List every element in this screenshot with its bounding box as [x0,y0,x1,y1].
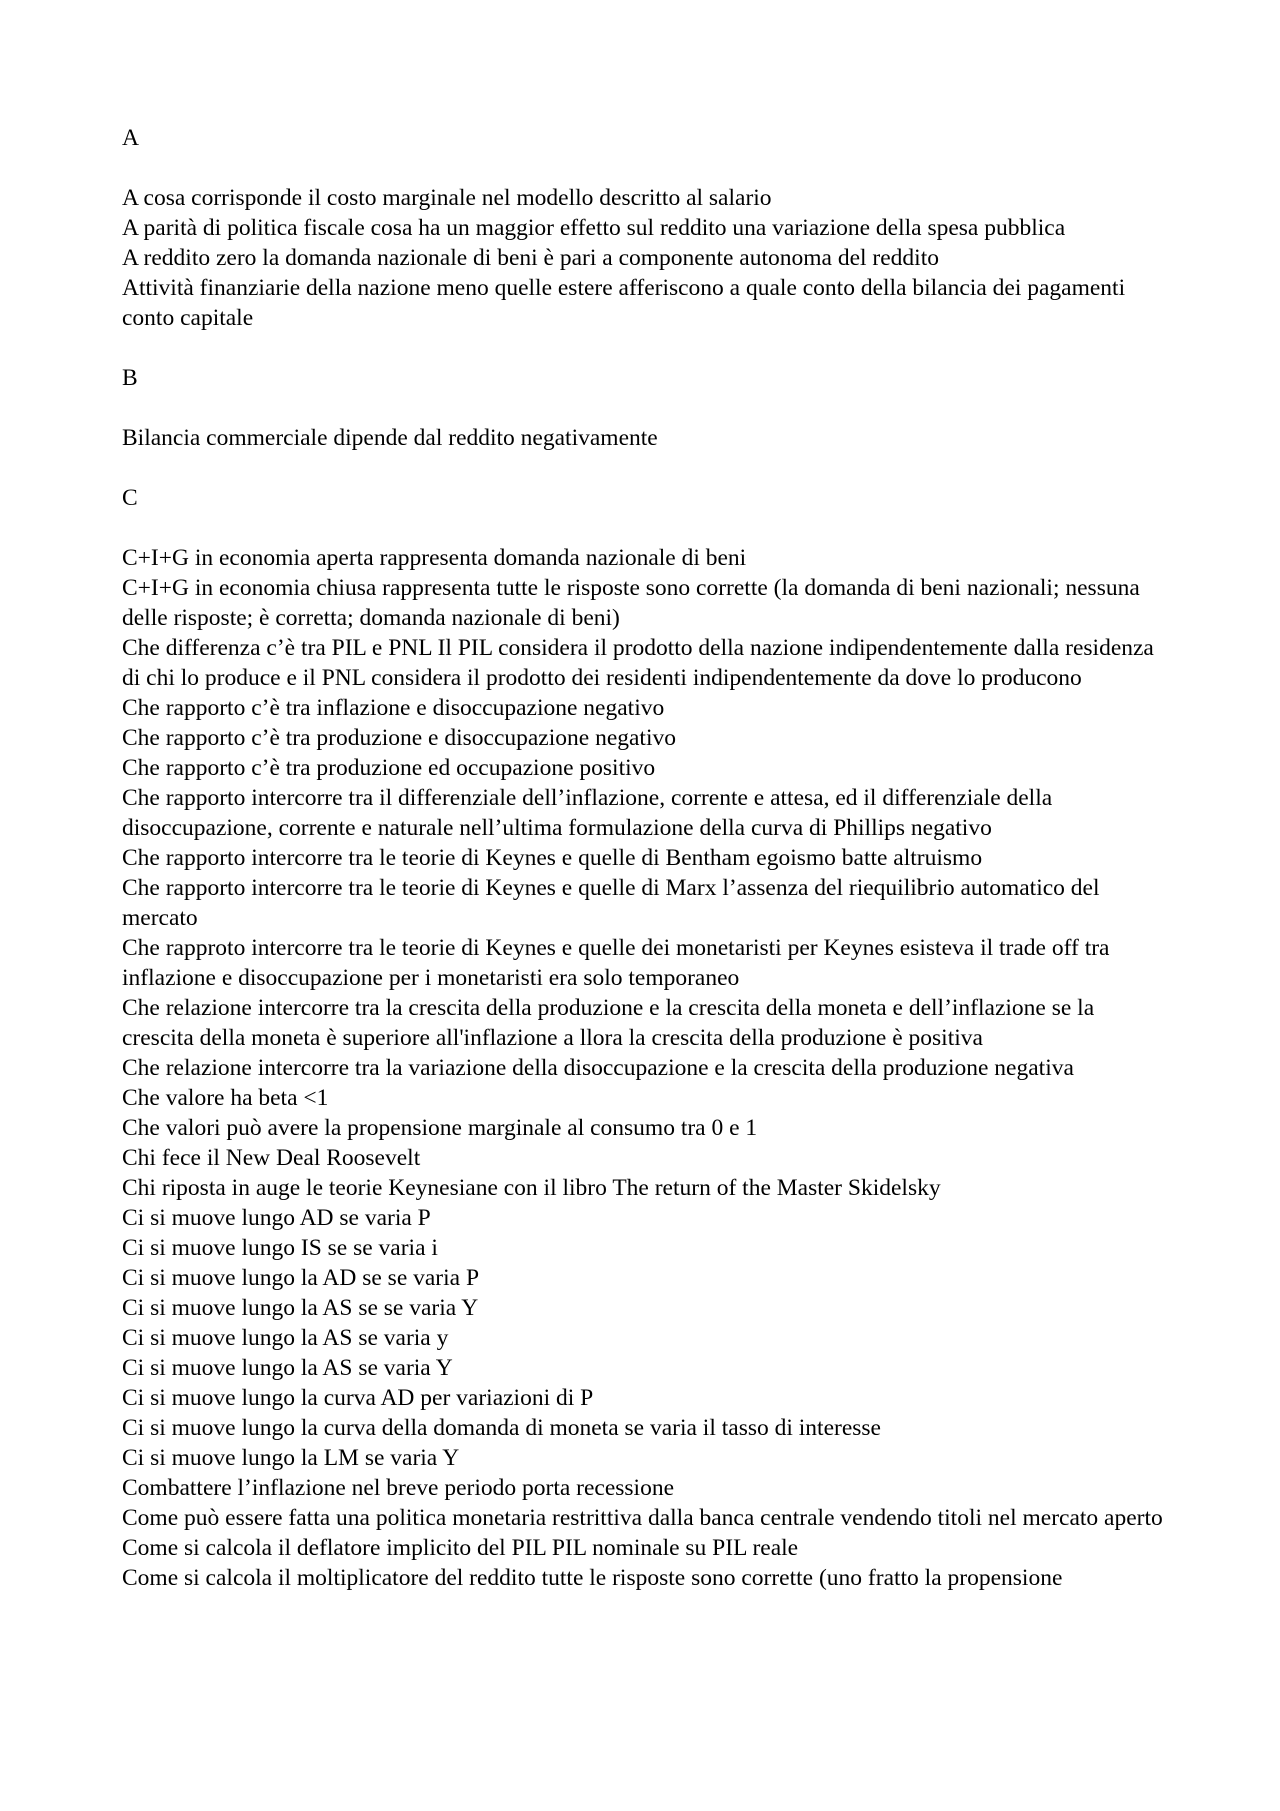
entry: Che relazione intercorre tra la variazione della disoccupazione e la crescita della produzione negativa [122,1055,1074,1081]
entry: Che rapproto intercorre tra le teorie di Keynes e quelle dei monetaristi per Keynes esisteva il trade off tra inflazione e disoccupazione per i monetaristi era solo temporaneo [122,935,1110,991]
entry: Che valori può avere la propensione marginale al consumo tra 0 e 1 [122,1115,758,1141]
entry-list [122,543,1167,1593]
entry: Ci si muove lungo la AS se varia Y [122,1355,453,1381]
entry: Chi riposta in auge le teorie Keynesiane con il libro The return of the Master Skidelsky [122,1175,941,1201]
entry: Come si calcola il deflatore implicito del PIL PIL nominale su PIL reale [122,1535,799,1561]
section-c [122,483,1167,1593]
section-letter: A [122,125,139,151]
entry-list [122,423,1167,453]
entry: C+I+G in economia aperta rappresenta domanda nazionale di beni [122,545,747,571]
entry: Che rapporto c’è tra produzione ed occupazione positivo [122,755,656,781]
entry: Ci si muove lungo la LM se varia Y [122,1445,460,1471]
entry: A cosa corrisponde il costo marginale nel modello descritto al salario [122,185,772,211]
entry: Ci si muove lungo la AS se varia y [122,1325,449,1351]
entry: Che relazione intercorre tra la crescita della produzione e la crescita della moneta e dell’inflazione se la crescita della moneta è superiore all'inflazione a llora la crescita della produzione è positiva [122,995,1095,1051]
entry: Attività finanziarie della nazione meno quelle estere afferiscono a quale conto della bilancia dei pagamenti conto capitale [122,275,1126,331]
entry: Che rapporto c’è tra produzione e disoccupazione negativo [122,725,676,751]
entry: C+I+G in economia chiusa rappresenta tutte le risposte sono corrette (la domanda di beni nazionali; nessuna delle risposte; è corretta; domanda nazionale di beni) [122,575,1140,631]
entry: Ci si muove lungo la AS se se varia Y [122,1295,479,1321]
entry: Come si calcola il moltiplicatore del reddito tutte le risposte sono corrette (uno fratto la propensione [122,1565,1063,1591]
entry: A reddito zero la domanda nazionale di beni è pari a componente autonoma del reddito [122,245,939,271]
entry-list [122,183,1167,333]
entry: Come può essere fatta una politica monetaria restrittiva dalla banca centrale vendendo titoli nel mercato aperto [122,1505,1163,1531]
entry: Che rapporto intercorre tra le teorie di Keynes e quelle di Marx l’assenza del riequilibrio automatico del mercato [122,875,1100,931]
entry: Ci si muove lungo la curva AD per variazioni di P [122,1385,594,1411]
entry: Ci si muove lungo la AD se se varia P [122,1265,480,1291]
entry: Ci si muove lungo IS se se varia i [122,1235,438,1261]
section-b [122,363,1167,453]
entry: Che differenza c’è tra PIL e PNL Il PIL considera il prodotto della nazione indipendentemente dalla residenza di chi lo produce e il PNL considera il prodotto dei residenti indipendentemente da dove lo producono [122,635,1154,691]
section-a [122,123,1167,333]
entry: Bilancia commerciale dipende dal reddito negativamente [122,425,658,451]
section-letter: B [122,365,138,391]
entry: Ci si muove lungo la curva della domanda di moneta se varia il tasso di interesse [122,1415,881,1441]
entry: Chi fece il New Deal Roosevelt [122,1145,421,1171]
entry: Che rapporto c’è tra inflazione e disoccupazione negativo [122,695,665,721]
entry: Che rapporto intercorre tra il differenziale dell’inflazione, corrente e attesa, ed il differenziale della disoccupazione, corrente e naturale nell’ultima formulazione della curva di Phillips negativo [122,785,1053,841]
entry: Che rapporto intercorre tra le teorie di Keynes e quelle di Bentham egoismo batte altruismo [122,845,983,871]
entry: Combattere l’inflazione nel breve periodo porta recessione [122,1475,675,1501]
entry: Che valore ha beta <1 [122,1085,329,1111]
section-letter: C [122,485,138,511]
entry: A parità di politica fiscale cosa ha un maggior effetto sul reddito una variazione della spesa pubblica [122,215,1066,241]
document-content [122,123,1167,1623]
entry: Ci si muove lungo AD se varia P [122,1205,431,1231]
